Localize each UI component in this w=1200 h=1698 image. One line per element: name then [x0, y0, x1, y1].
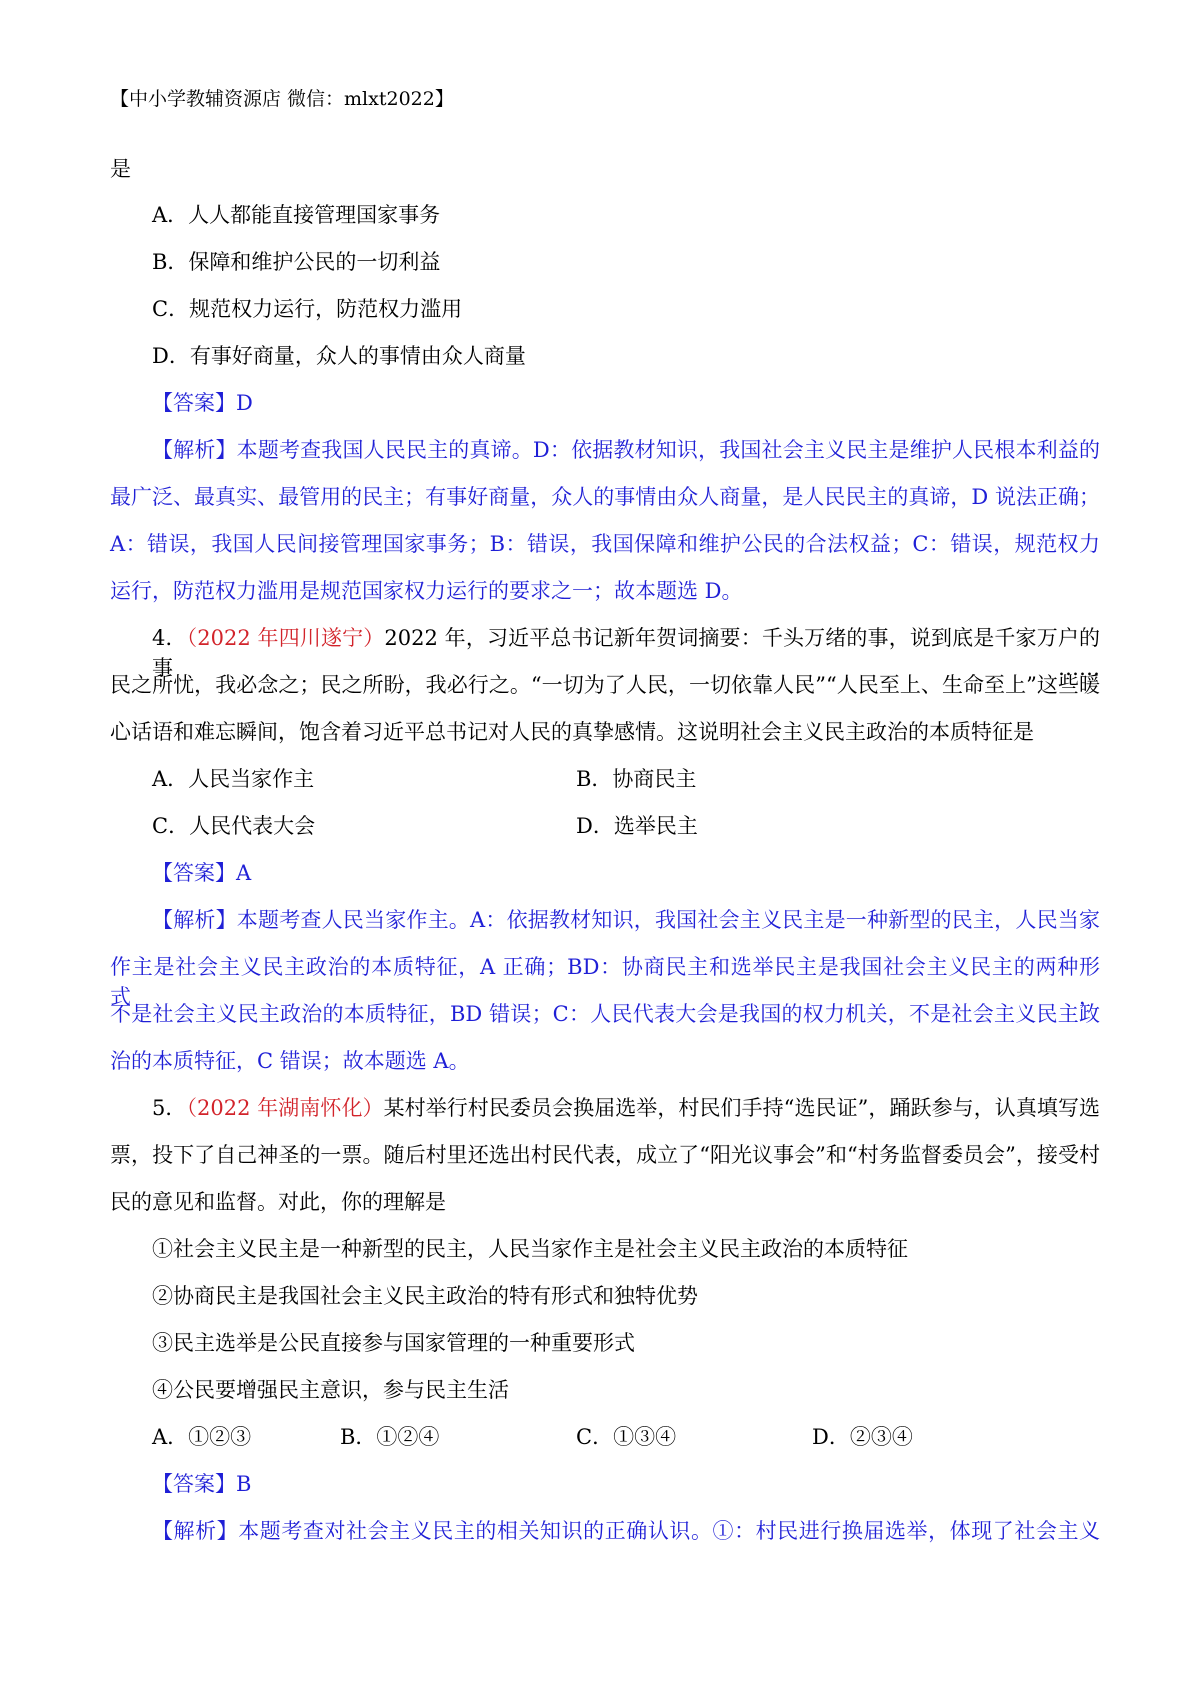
- q5-number: 5．: [152, 1096, 187, 1120]
- q4-option-a: A．人民当家作主: [152, 767, 315, 791]
- q4-stem-line: 民之所忧，我必念之；民之所盼，我必行之。“一切为了人民，一切依靠人民”“人民至上、生命至上”这些暖: [110, 673, 1100, 697]
- q4-number: 4．: [152, 626, 187, 650]
- q3-option-d: D．有事好商量，众人的事情由众人商量: [152, 344, 526, 368]
- q3-answer: 【答案】D: [152, 391, 253, 415]
- q5-statement-3: ③民主选举是公民直接参与国家管理的一种重要形式: [152, 1331, 635, 1355]
- q5-stem-text: 某村举行村民委员会换届选举，村民们手持“选民证”，踊跃参与，认真填写选: [383, 1096, 1101, 1120]
- q5-answer: 【答案】B: [152, 1472, 252, 1496]
- q4-analysis-line: 【解析】本题考查人民当家作主。A：依据教材知识，我国社会主义民主是一种新型的民主，人民当家: [152, 908, 1100, 932]
- q3-analysis-line: A：错误，我国人民间接管理国家事务；B：错误，我国保障和维护公民的合法权益；C：错误，规范权力: [110, 532, 1100, 556]
- q4-option-c: C．人民代表大会: [152, 814, 316, 838]
- q4-stem-text: 2022 年，习近平总书记新年贺词摘要：千头万绪的事，说到底是千家万户的事……: [152, 626, 1100, 680]
- q4-option-b: B．协商民主: [576, 767, 697, 791]
- q5-statement-4: ④公民要增强民主意识，参与民主生活: [152, 1378, 509, 1402]
- q5-stem-line: 票，投下了自己神圣的一票。随后村里还选出村民代表，成立了“阳光议事会”和“村务监督委员会”，接受村: [110, 1143, 1100, 1167]
- q5-option-b: B．①②④: [340, 1425, 440, 1449]
- q5-source: （2022 年湖南怀化）: [186, 1096, 384, 1120]
- q3-analysis-line: 【解析】本题考查我国人民民主的真谛。D：依据教材知识，我国社会主义民主是维护人民根本利益的: [152, 438, 1100, 462]
- q4-analysis-line: 治的本质特征，C 错误；故本题选 A。: [110, 1049, 470, 1073]
- q4-stem-line: 心话语和难忘瞬间，饱含着习近平总书记对人民的真挚感情。这说明社会主义民主政治的本质特征是: [110, 720, 1034, 744]
- q3-option-a: A．人人都能直接管理国家事务: [152, 203, 441, 227]
- q4-source: （2022 年四川遂宁）: [186, 626, 385, 650]
- q5-stem-first-line: [152, 1093, 1100, 1123]
- q5-option-c: C．①③④: [576, 1425, 677, 1449]
- q3-option-b: B．保障和维护公民的一切利益: [152, 250, 441, 274]
- q5-option-a: A．①②③: [152, 1425, 252, 1449]
- q3-stem-end: 是: [110, 157, 131, 181]
- q5-statement-1: ①社会主义民主是一种新型的民主，人民当家作主是社会主义民主政治的本质特征: [152, 1237, 908, 1261]
- watermark-header: 【中小学教辅资源店 微信：mlxt2022】: [110, 88, 454, 110]
- q3-option-c: C．规范权力运行，防范权力滥用: [152, 297, 463, 321]
- q3-analysis-line: 最广泛、最真实、最管用的民主；有事好商量，众人的事情由众人商量，是人民民主的真谛，D 说法正确；: [110, 485, 1100, 509]
- q5-option-d: D．②③④: [812, 1425, 913, 1449]
- q4-analysis-line: 作主是社会主义民主政治的本质特征，A 正确；BD：协商民主和选举民主是我国社会主义民主的两种形式，: [110, 955, 1100, 1009]
- q5-analysis-line: 【解析】本题考查对社会主义民主的相关知识的正确认识。①：村民进行换届选举，体现了社会主义: [152, 1519, 1100, 1543]
- q5-stem-line: 民的意见和监督。对此，你的理解是: [110, 1190, 446, 1214]
- q5-statement-2: ②协商民主是我国社会主义民主政治的特有形式和独特优势: [152, 1284, 698, 1308]
- q4-option-d: D．选举民主: [576, 814, 698, 838]
- q4-analysis-line: 不是社会主义民主政治的本质特征，BD 错误；C：人民代表大会是我国的权力机关，不是社会主义民主政: [110, 1002, 1100, 1026]
- q3-analysis-line: 运行，防范权力滥用是规范国家权力运行的要求之一；故本题选 D。: [110, 579, 743, 603]
- q4-answer: 【答案】A: [152, 861, 252, 885]
